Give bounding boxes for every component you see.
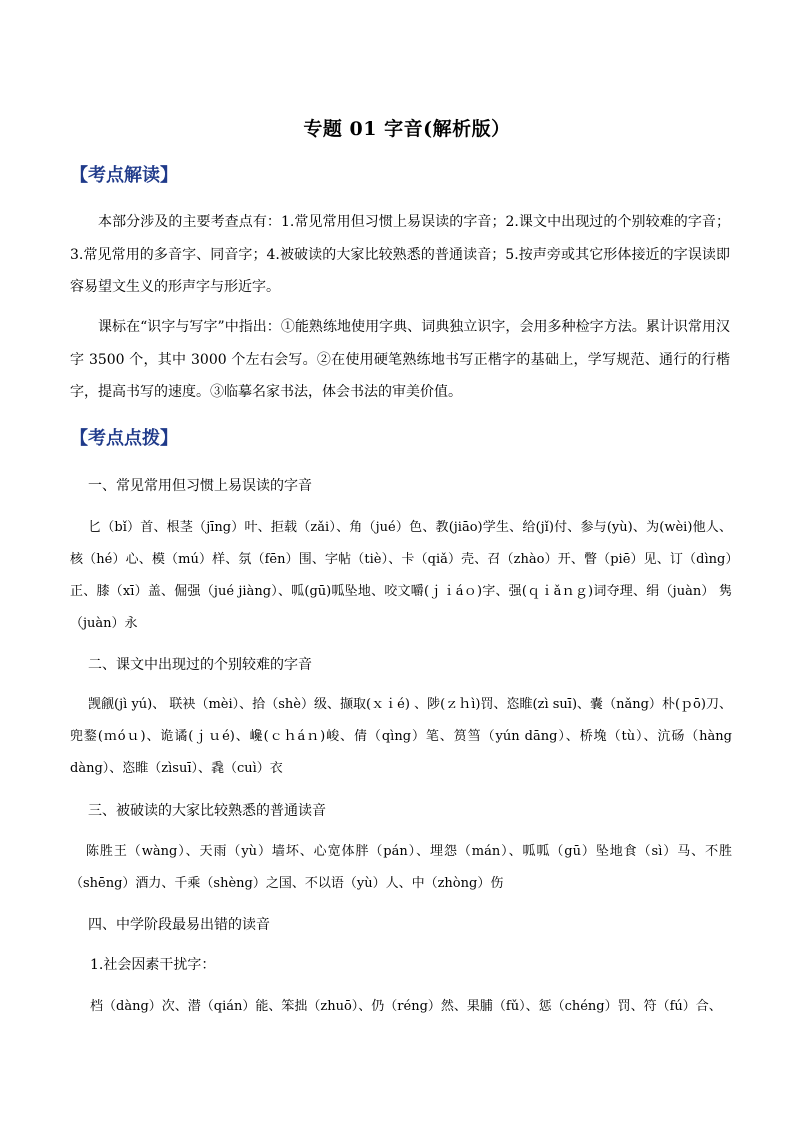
section-heading-interpretation: 【考点解读】 [70,165,178,186]
item-heading-most-error-prone: 四、中学阶段最易出错的读音 [88,917,270,933]
item-heading-textbook-difficult: 二、课文中出现过的个别较难的字音 [88,657,312,673]
paragraph-curriculum-standard: 课标在“识字与写字”中指出：①能熟练地使用字典、词典独立识字，会用多种检字方法。累计识常用汉字 3500 个，其中 3000 个左右会写。②在使用硬笔熟练地书写正楷字的基础上，学写规范、通行的行楷字，提高书写的速度。③临摹名家书法，体会书法的审美价值。 [70,319,730,400]
item-body-common-misread: 匕（bǐ）首、根茎（jīng）叶、拒载（zǎi）、角（jué）色、教(jiāo)学生、给(jǐ)付、参与(yù)、为(wèi)他人、核（hé）心、模（mú）样、氛（fēn）围、字帖（tiè）、卡（qiǎ）壳、召（zhào）开、瞥（piē）见、订（dìng）正、膝（xī）盖、倔强（jué jiàng）、呱(gū)呱坠地、咬文嚼(ｊｉáｏ)字、强(ｑｉǎｎｇ)词夺理、绢（juàn） 隽（juàn）永 [70,520,732,631]
item-body-broken-reading: 陈胜王（wàng）、天雨（yù）墙坏、心宽体胖（pán）、埋怨（mán）、呱呱（gū）坠地食（sì）马、不胜（shēng）酒力、千乘（shèng）之国、不以语（yù）人、中（zhòng）伤 [70,844,732,891]
section-heading-guidance: 【考点点拨】 [70,428,178,449]
item-heading-common-misread: 一、常见常用但习惯上易误读的字音 [88,478,312,494]
subheading-social-factors: 1.社会因素干扰字： [90,957,216,973]
paragraph-exam-points: 本部分涉及的主要考查点有：1.常见常用但习惯上易误读的字音；2.课文中出现过的个别较难的字音；3.常见常用的多音字、同音字；4.被破读的大家比较熟悉的普通读音；5.按声旁或其它形体接近的字误读即容易望文生义的形声字与形近字。 [70,214,730,295]
item-heading-broken-reading: 三、被破读的大家比较熟悉的普通读音 [88,803,326,819]
item-body-textbook-difficult: 觊觎(jì yú)、 联袂（mèi）、拾（shè）级、撷取(ｘｉé) 、陟(ｚｈì)罚、恣睢(zì suī)、嚢（nǎng）朴(ｐō)刀、兜鍪(ｍóｕ)、诡谲(ｊｕé)、巉(ｃｈáｎ)峻、倩（qìng）笔、筼筜（yún dāng）、桥堍（tù）、沆砀（hàng dàng）、恣睢（zìsuī）、毳（cuì）衣 [70,697,732,776]
item-body-social-factors: 档（dàng）次、潜（qián）能、笨拙（zhuō）、仍（réng）然、果脯（fǔ）、惩（chéng）罚、符（fú）合、 [90,999,722,1014]
page-title: 专题 01 字音(解析版） [303,118,511,140]
